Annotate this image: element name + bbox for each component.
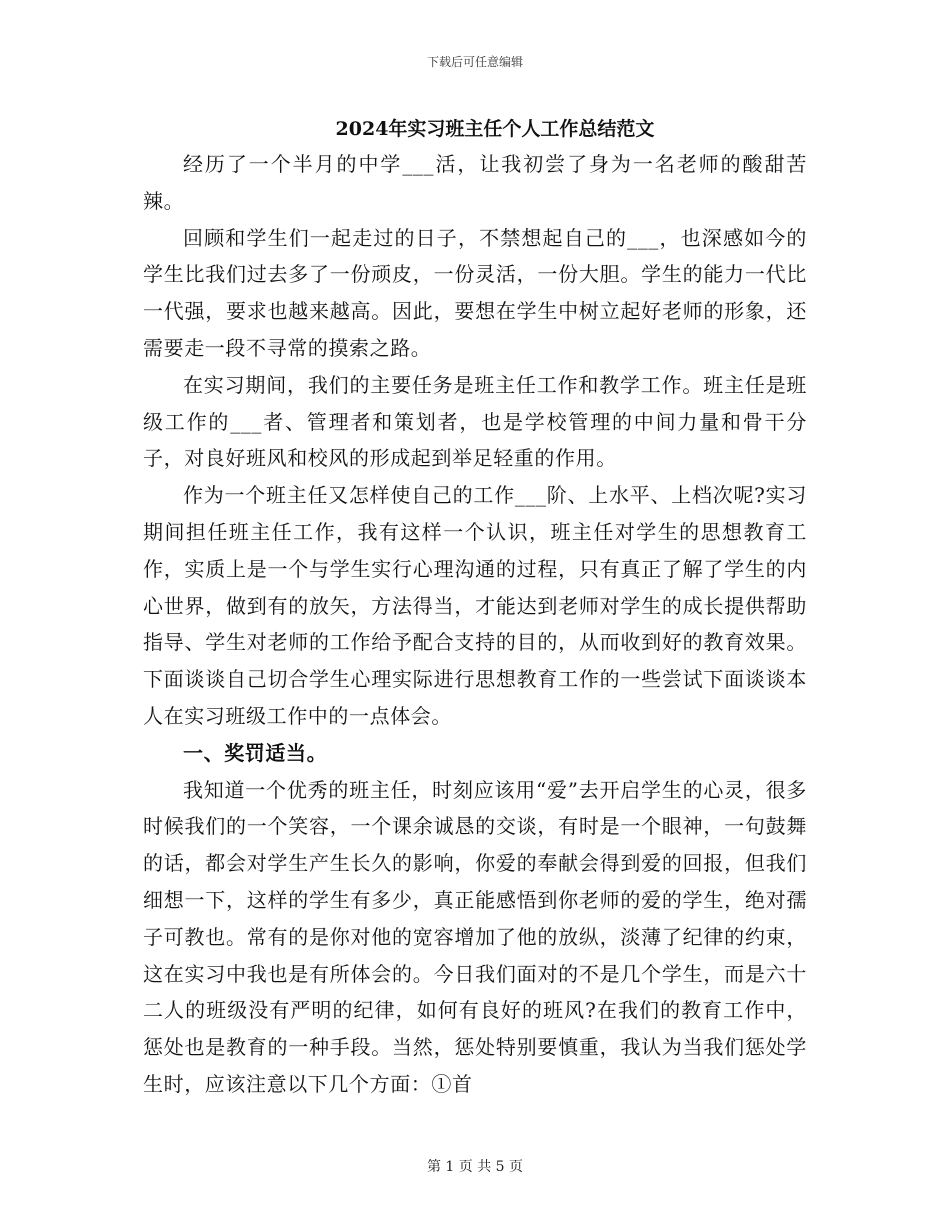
page-number: 第 1 页 共 5 页 bbox=[426, 1159, 524, 1175]
paragraph-intro: 经历了一个半月的中学___活，让我初尝了身为一名老师的酸甜苦辣。 bbox=[143, 152, 807, 213]
page-header-note: 下载后可任意编辑 bbox=[426, 55, 523, 69]
paragraph-rewards: 我知道一个优秀的班主任，时刻应该用“爱”去开启学生的心灵，很多时候我们的一个笑容，一个课余诚恳的交谈，有时是一个眼神，一句鼓舞的话，都会对学生产生长久的影响，你爱的奉献会得到爱的回报，但我们细想一下，这样的学生有多少，真正能感悟到你老师的爱的学生，绝对孺子可教也。常有的是你对他的宽容增加了他的放纵，淡薄了纪律的约束，这在实习中我也是有所体会的。今日我们面对的不是几个学生，而是六十二人的班级没有严明的纪律，如何有良好的班风?在我们的教育工作中，惩处也是教育的一种手段。当然，惩处特别要慎重，我认为当我们惩处学生时，应该注意以下几个方面：①首 bbox=[143, 777, 807, 1096]
paragraph-tasks: 在实习期间，我们的主要任务是班主任工作和教学工作。班主任是班级工作的___者、管理者和策划者，也是学校管理的中间力量和骨干分子，对良好班风和校风的形成起到举足轻重的作用。 bbox=[143, 372, 807, 471]
document-body bbox=[143, 112, 807, 1103]
paragraph-review: 回顾和学生们一起走过的日子，不禁想起自己的___，也深感如今的学生比我们过去多了一份顽皮，一份灵活，一份大胆。学生的能力一代比一代强，要求也越来越高。因此，要想在学生中树立起好老师的形象，还需要走一段不寻常的摸索之路。 bbox=[143, 225, 807, 360]
document-title: 2024年实习班主任个人工作总结范文 bbox=[335, 118, 655, 140]
section-heading-rewards: 一、奖罚适当。 bbox=[183, 740, 328, 765]
paragraph-approach: 作为一个班主任又怎样使自己的工作___阶、上水平、上档次呢?实习期间担任班主任工作，我有这样一个认识，班主任对学生的思想教育工作，实质上是一个与学生实行心理沟通的过程，只有真正了解了学生的内心世界，做到有的放矢，方法得当，才能达到老师对学生的成长提供帮助指导、学生对老师的工作给予配合支持的目的，从而收到好的教育效果。下面谈谈自己切合学生心理实际进行思想教育工作的一些尝试下面谈谈本人在实习班级工作中的一点体会。 bbox=[143, 483, 807, 728]
